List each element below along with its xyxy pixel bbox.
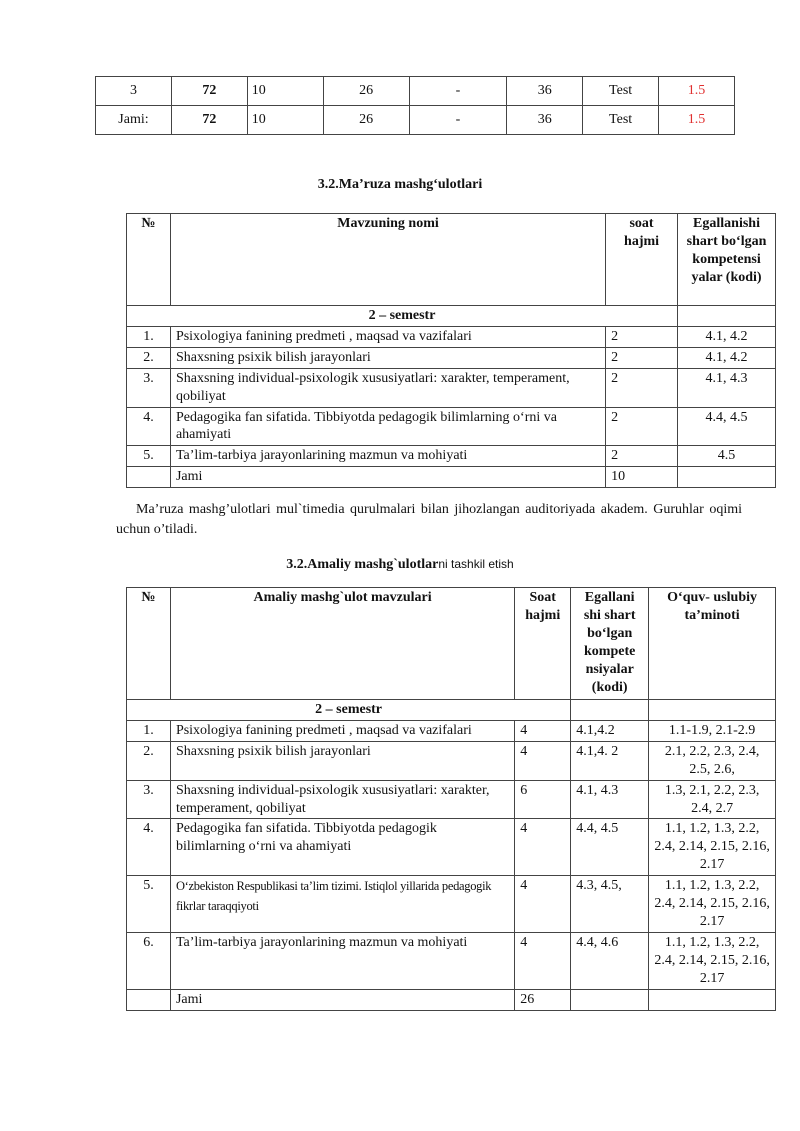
empty-cell bbox=[571, 989, 649, 1010]
row-competence: 4.1, 4.2 bbox=[678, 347, 776, 368]
row-hours: 2 bbox=[606, 326, 678, 347]
row-materials: 1.1, 1.2, 1.3, 2.2, 2.4, 2.14, 2.15, 2.16, 2.17 bbox=[649, 876, 776, 933]
row-competence: 4.5 bbox=[678, 446, 776, 467]
summary-control-type: Test bbox=[583, 77, 659, 106]
practical-title-rest: ni tashkil etish bbox=[438, 557, 514, 571]
row-number: 3. bbox=[127, 780, 171, 819]
row-competence: 4.4, 4.5 bbox=[571, 819, 649, 876]
practical-header-row bbox=[127, 588, 776, 700]
lecture-header-row bbox=[127, 214, 776, 306]
empty-cell bbox=[649, 700, 776, 721]
row-topic: Ta’lim-tarbiya jarayonlarining mazmun va mohiyati bbox=[170, 446, 605, 467]
summary-credits: 1.5 bbox=[659, 77, 735, 106]
row-topic: Shaxsning psixik bilish jarayonlari bbox=[170, 347, 605, 368]
row-hours: 2 bbox=[606, 407, 678, 446]
row-number: 2. bbox=[127, 347, 171, 368]
lecture-header-competence: Egallanishi shart bo‘lgan kompetensi yalar (kodi) bbox=[678, 214, 776, 306]
practical-header-number: № bbox=[127, 588, 171, 700]
table-row bbox=[127, 876, 776, 933]
practical-header-topic: Amaliy mashg`ulot mavzulari bbox=[170, 588, 514, 700]
row-hours: 4 bbox=[515, 876, 571, 933]
row-topic: Shaxsning individual-psixologik xususiyatlari: xarakter, temperament, qobiliyat bbox=[170, 780, 514, 819]
row-topic: Psixologiya fanining predmeti , maqsad va vazifalari bbox=[170, 326, 605, 347]
table-row bbox=[127, 368, 776, 407]
table-row bbox=[127, 780, 776, 819]
table-row bbox=[127, 932, 776, 989]
row-competence: 4.3, 4.5, bbox=[571, 876, 649, 933]
summary-semester: 3 bbox=[96, 77, 172, 106]
practical-title-bold: 3.2.Amaliy mashg`ulotlar bbox=[286, 557, 439, 572]
lecture-header-topic: Mavzuning nomi bbox=[170, 214, 605, 306]
table-row bbox=[127, 446, 776, 467]
table-row bbox=[127, 407, 776, 446]
row-number: 3. bbox=[127, 368, 171, 407]
row-number: 5. bbox=[127, 876, 171, 933]
row-hours: 6 bbox=[515, 780, 571, 819]
row-competence: 4.1, 4.3 bbox=[571, 780, 649, 819]
row-materials: 1.1, 1.2, 1.3, 2.2, 2.4, 2.14, 2.15, 2.16, 2.17 bbox=[649, 932, 776, 989]
row-hours: 2 bbox=[606, 368, 678, 407]
row-number: 6. bbox=[127, 932, 171, 989]
practical-semester-label: 2 – semestr bbox=[127, 700, 571, 721]
table-row bbox=[127, 347, 776, 368]
summary-control-type: Test bbox=[583, 106, 659, 135]
empty-cell bbox=[127, 467, 171, 488]
row-competence: 4.1, 4.3 bbox=[678, 368, 776, 407]
empty-cell bbox=[678, 467, 776, 488]
practical-header-competence: Egallani shi shart bo‘lgan kompete nsiyalar (kodi) bbox=[571, 588, 649, 700]
empty-cell bbox=[649, 989, 776, 1010]
lecture-semester-row bbox=[127, 306, 776, 327]
summary-total-label: Jami: bbox=[96, 106, 172, 135]
row-number: 1. bbox=[127, 326, 171, 347]
practical-section-title bbox=[0, 557, 800, 573]
practical-header-materials: O‘quv- uslubiy ta’minoti bbox=[649, 588, 776, 700]
practical-table bbox=[126, 587, 776, 1011]
empty-cell bbox=[678, 306, 776, 327]
row-competence: 4.1,4. 2 bbox=[571, 741, 649, 780]
row-competence: 4.4, 4.6 bbox=[571, 932, 649, 989]
practical-total-hours: 26 bbox=[515, 989, 571, 1010]
practical-total-label: Jami bbox=[170, 989, 514, 1010]
row-number: 1. bbox=[127, 720, 171, 741]
row-topic: Ta’lim-tarbiya jarayonlarining mazmun va mohiyati bbox=[170, 932, 514, 989]
lecture-header-number: № bbox=[127, 214, 171, 306]
summary-row-semester bbox=[96, 77, 735, 106]
practical-total-row bbox=[127, 989, 776, 1010]
table-row bbox=[127, 720, 776, 741]
table-row bbox=[127, 326, 776, 347]
row-topic: Pedagogika fan sifatida. Tibbiyotda pedagogik bilimlarning o‘rni va ahamiyati bbox=[170, 407, 605, 446]
practical-semester-row bbox=[127, 700, 776, 721]
row-hours: 4 bbox=[515, 932, 571, 989]
row-number: 4. bbox=[127, 407, 171, 446]
row-competence: 4.4, 4.5 bbox=[678, 407, 776, 446]
lecture-total-row bbox=[127, 467, 776, 488]
row-hours: 2 bbox=[606, 446, 678, 467]
summary-total-hours: 72 bbox=[171, 77, 247, 106]
row-number: 5. bbox=[127, 446, 171, 467]
row-competence: 4.1,4.2 bbox=[571, 720, 649, 741]
row-materials: 1.1, 1.2, 1.3, 2.2, 2.4, 2.14, 2.15, 2.16, 2.17 bbox=[649, 819, 776, 876]
table-row bbox=[127, 819, 776, 876]
row-topic: Shaxsning individual-psixologik xususiyatlari: xarakter, temperament, qobiliyat bbox=[170, 368, 605, 407]
row-materials: 1.1-1.9, 2.1-2.9 bbox=[649, 720, 776, 741]
summary-practical-hours: 26 bbox=[323, 77, 409, 106]
summary-independent-hours: 36 bbox=[507, 77, 583, 106]
table-row bbox=[127, 741, 776, 780]
row-competence: 4.1, 4.2 bbox=[678, 326, 776, 347]
lecture-semester-label: 2 – semestr bbox=[127, 306, 678, 327]
summary-lecture-hours: 10 bbox=[247, 106, 323, 135]
summary-table bbox=[95, 76, 735, 135]
summary-lab-hours: - bbox=[409, 106, 507, 135]
lecture-table bbox=[126, 213, 776, 488]
lecture-section-title: 3.2.Ma’ruza mashg‘ulotlari bbox=[317, 177, 483, 192]
practical-header-hours: Soat hajmi bbox=[515, 588, 571, 700]
empty-cell bbox=[571, 700, 649, 721]
row-materials: 2.1, 2.2, 2.3, 2.4, 2.5, 2.6, bbox=[649, 741, 776, 780]
row-hours: 2 bbox=[606, 347, 678, 368]
lecture-note-paragraph: Ma’ruza mashg’ulotlari mul`timedia qurulmalari bilan jihozlangan auditoriyada akadem. Guruhlar oqimi uchun o’tiladi. bbox=[116, 502, 742, 537]
summary-total-hours: 72 bbox=[171, 106, 247, 135]
row-number: 2. bbox=[127, 741, 171, 780]
summary-row-total bbox=[96, 106, 735, 135]
empty-cell bbox=[127, 989, 171, 1010]
row-topic: O‘zbekiston Respublikasi ta’lim tizimi. Istiqlol yillarida pedagogik fikrlar taraqqiyoti bbox=[170, 876, 514, 933]
summary-credits: 1.5 bbox=[659, 106, 735, 135]
row-topic: Psixologiya fanining predmeti , maqsad va vazifalari bbox=[170, 720, 514, 741]
lecture-total-hours: 10 bbox=[606, 467, 678, 488]
summary-practical-hours: 26 bbox=[323, 106, 409, 135]
row-hours: 4 bbox=[515, 720, 571, 741]
summary-lab-hours: - bbox=[409, 77, 507, 106]
row-topic: Pedagogika fan sifatida. Tibbiyotda pedagogik bilimlarning o‘rni va ahamiyati bbox=[170, 819, 514, 876]
row-materials: 1.3, 2.1, 2.2, 2.3, 2.4, 2.7 bbox=[649, 780, 776, 819]
lecture-total-label: Jami bbox=[170, 467, 605, 488]
row-hours: 4 bbox=[515, 819, 571, 876]
lecture-header-hours: soat hajmi bbox=[606, 214, 678, 306]
row-hours: 4 bbox=[515, 741, 571, 780]
row-topic: Shaxsning psixik bilish jarayonlari bbox=[170, 741, 514, 780]
summary-lecture-hours: 10 bbox=[247, 77, 323, 106]
row-number: 4. bbox=[127, 819, 171, 876]
summary-independent-hours: 36 bbox=[507, 106, 583, 135]
